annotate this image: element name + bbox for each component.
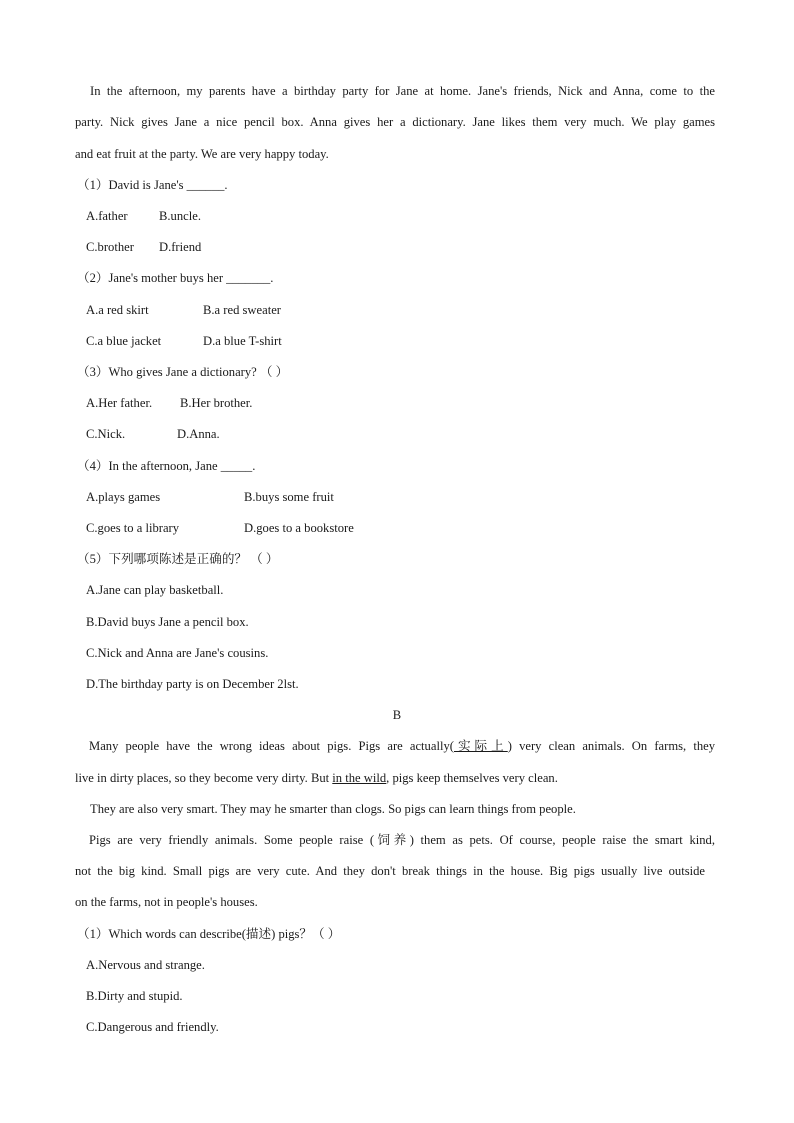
option-a5-c: C.Nick and Anna are Jane's cousins.	[86, 646, 269, 660]
question-a2-stem: （2）Jane's mother buys her _______.	[77, 271, 274, 285]
option-a3-c: C.Nick.	[86, 427, 126, 441]
passage-a-line-2: party. Nick gives Jane a nice pencil box. Anna gives her a dictionary. Jane likes them very much. We play games	[75, 115, 715, 129]
option-a4-b: B.buys some fruit	[244, 490, 334, 504]
passage-b-p1-underlined-b: in the wild	[332, 771, 387, 785]
passage-b-p1-text-b: ) very clean animals. On farms, they	[507, 739, 715, 753]
option-b1-a: A.Nervous and strange.	[86, 958, 205, 972]
passage-b-p1-line-2	[75, 772, 715, 785]
option-a2-c: C.a blue jacket	[86, 334, 162, 348]
passage-b-p1-line-1	[75, 740, 715, 753]
passage-b-p1-text-a: Many people have the wrong ideas about pigs. Pigs are actually(	[89, 739, 454, 753]
question-a1-options-row2	[86, 241, 201, 254]
question-a2-options-row1	[86, 304, 281, 317]
option-a1-c: C.brother	[86, 240, 134, 254]
passage-b-p2: They are also very smart. They may he smarter than clogs. So pigs can learn things from people.	[90, 802, 576, 816]
question-a1-stem: （1）David is Jane's ______.	[77, 178, 228, 192]
option-a5-a: A.Jane can play basketball.	[86, 583, 224, 597]
option-a2-a: A.a red skirt	[86, 303, 149, 317]
question-a2-options-row2	[86, 335, 282, 348]
question-a3-options-row2	[86, 428, 220, 441]
passage-b-p3-line-1: Pigs are very friendly animals. Some people raise (饲养) them as pets. Of course, people raise the smart kind,	[89, 833, 715, 847]
question-a4-options-row1	[86, 491, 334, 504]
question-b1-stem: （1）Which words can describe(描述) pigs？（ ）	[77, 927, 341, 941]
passage-a-line-3: and eat fruit at the party. We are very happy today.	[75, 147, 329, 161]
option-a2-b: B.a red sweater	[203, 303, 281, 317]
question-a1-options-row1	[86, 210, 201, 223]
option-a1-a: A.father	[86, 209, 128, 223]
option-a5-b: B.David buys Jane a pencil box.	[86, 615, 249, 629]
option-a3-a: A.Her father.	[86, 396, 153, 410]
passage-b-p3-line-2: not the big kind. Small pigs are very cute. And they don't break things in the house. Big pigs usually live outside	[75, 864, 705, 878]
passage-b-p1-text-d: , pigs keep themselves very clean.	[386, 771, 558, 785]
question-a3-stem: （3）Who gives Jane a dictionary? （ ）	[77, 365, 289, 379]
section-b-title: B	[392, 708, 402, 722]
option-a4-c: C.goes to a library	[86, 521, 180, 535]
question-a4-stem: （4）In the afternoon, Jane _____.	[77, 459, 256, 473]
option-a1-b: B.uncle.	[159, 209, 201, 223]
question-a3-options-row1	[86, 397, 252, 410]
option-a4-a: A.plays games	[86, 490, 161, 504]
question-a4-options-row2	[86, 522, 354, 535]
passage-b-p1-underlined-a: 实际上	[453, 739, 508, 753]
option-a3-b: B.Her brother.	[180, 396, 253, 410]
option-a4-d: D.goes to a bookstore	[244, 521, 354, 535]
option-a5-d: D.The birthday party is on December 2lst.	[86, 677, 299, 691]
option-b1-c: C.Dangerous and friendly.	[86, 1020, 219, 1034]
passage-b-p1-text-c: live in dirty places, so they become very dirty. But	[75, 771, 333, 785]
passage-a-line-1: In the afternoon, my parents have a birthday party for Jane at home. Jane's friends, Nick and Anna, come to the	[90, 84, 715, 98]
option-b1-b: B.Dirty and stupid.	[86, 989, 183, 1003]
option-a2-d: D.a blue T-shirt	[203, 334, 282, 348]
option-a3-d: D.Anna.	[177, 427, 220, 441]
question-a5-stem: （5）下列哪项陈述是正确的？ （ ）	[77, 552, 279, 566]
passage-b-p3-line-3: on the farms, not in people's houses.	[75, 895, 258, 909]
option-a1-d: D.friend	[159, 240, 202, 254]
